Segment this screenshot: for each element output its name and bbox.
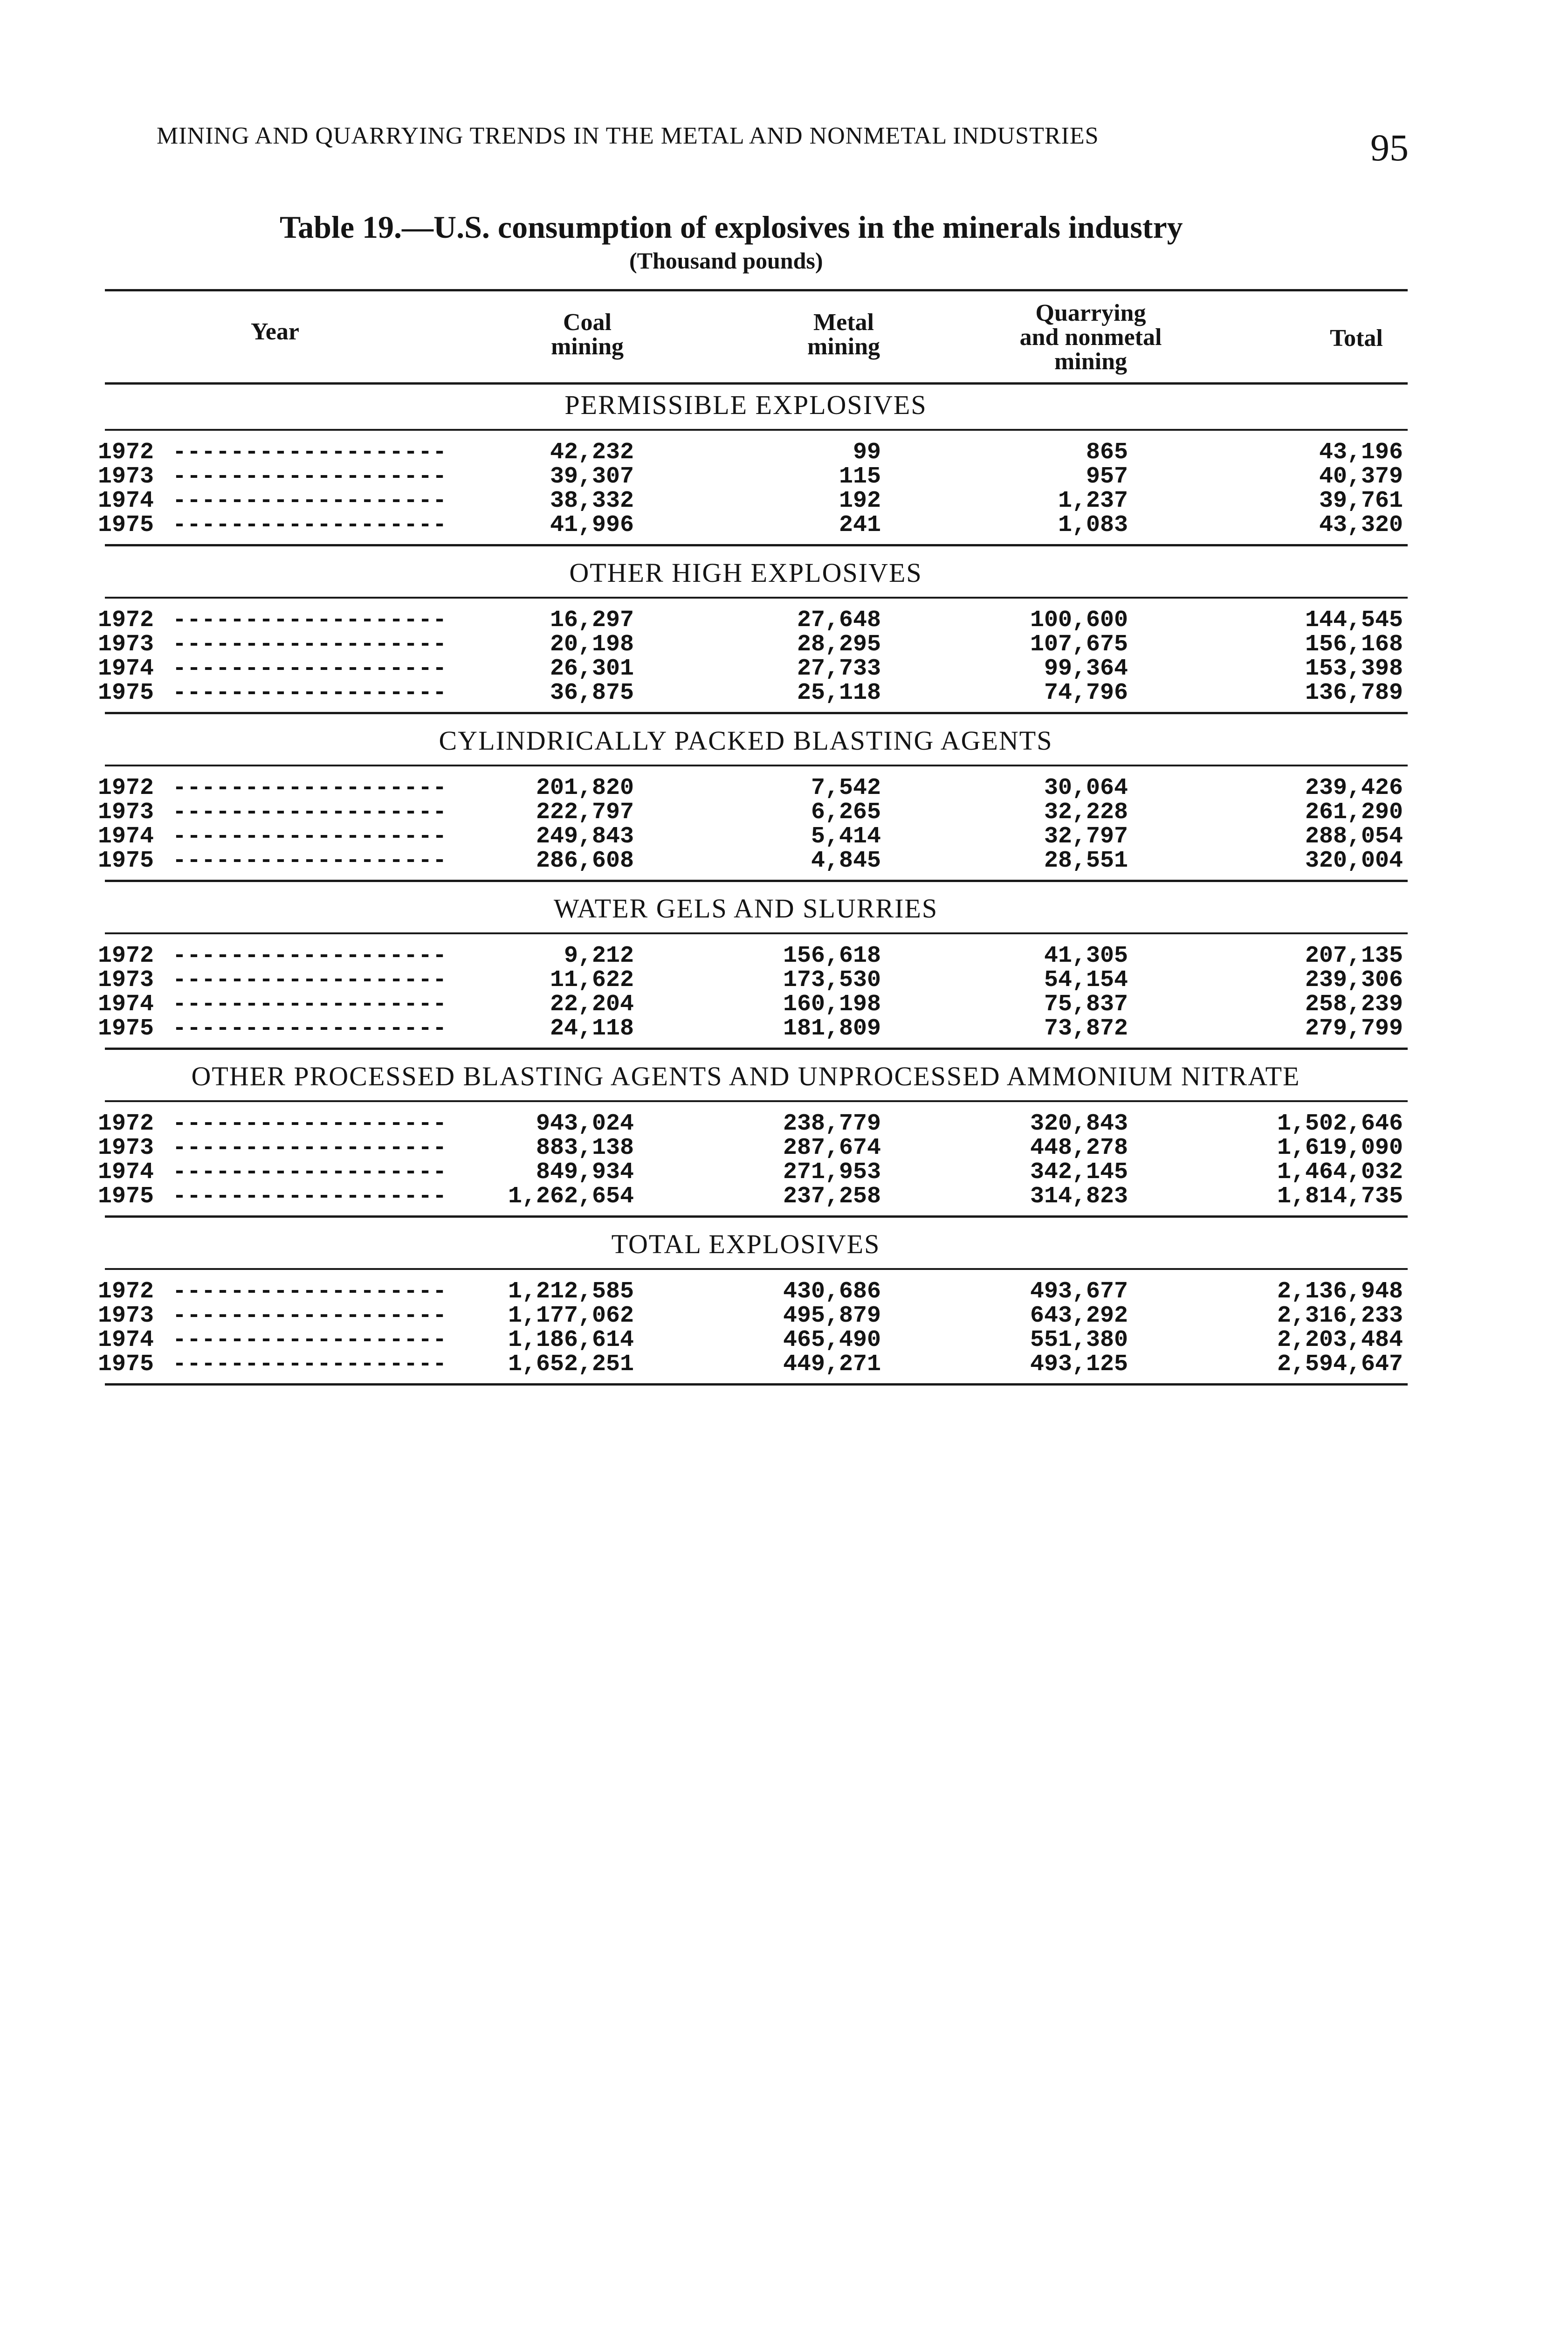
table-row — [0, 1136, 1568, 1160]
section-title: PERMISSIBLE EXPLOSIVES — [564, 390, 927, 420]
total-cell: 144,545 — [1305, 607, 1403, 634]
section-bottom-rule — [105, 1048, 1408, 1050]
table-row — [0, 1328, 1568, 1352]
dot-leader: ------------------- — [172, 993, 447, 1017]
metal-mining-cell: 181,809 — [783, 1015, 881, 1042]
coal-mining-cell: 1,177,062 — [508, 1303, 634, 1329]
year-cell: 1973 — [98, 631, 154, 658]
total-cell: 1,619,090 — [1277, 1135, 1403, 1161]
table-row — [0, 608, 1568, 633]
year-cell: 1972 — [98, 607, 154, 634]
dot-leader: ------------------- — [172, 776, 447, 800]
quarrying-nonmetal-cell: 493,677 — [1030, 1278, 1128, 1305]
column-header-coal-line2: mining — [550, 333, 624, 360]
year-cell: 1974 — [98, 1159, 154, 1186]
total-cell: 2,316,233 — [1277, 1303, 1403, 1329]
dot-leader: ------------------- — [172, 489, 447, 513]
quarrying-nonmetal-cell: 1,237 — [1058, 488, 1128, 514]
dot-leader: ------------------- — [172, 1304, 447, 1328]
column-header-metal — [741, 310, 946, 359]
dot-leader: ------------------- — [172, 441, 447, 465]
year-cell: 1972 — [98, 1110, 154, 1137]
year-cell: 1973 — [98, 463, 154, 490]
total-cell: 1,814,735 — [1277, 1183, 1403, 1210]
coal-mining-cell: 20,198 — [550, 631, 634, 658]
metal-mining-cell: 287,674 — [783, 1135, 881, 1161]
coal-mining-cell: 943,024 — [536, 1110, 634, 1137]
table-row — [0, 825, 1568, 849]
column-header-quarrying-line2: and nonmetal — [1019, 324, 1162, 351]
metal-mining-cell: 27,648 — [797, 607, 881, 634]
table-row — [0, 1017, 1568, 1041]
year-cell: 1972 — [98, 943, 154, 969]
table-row — [0, 1352, 1568, 1377]
table-row — [0, 441, 1568, 465]
table-row — [0, 1160, 1568, 1185]
coal-mining-cell: 36,875 — [550, 680, 634, 706]
table-row — [0, 465, 1568, 489]
column-header-metal-line2: mining — [807, 333, 880, 360]
column-header-total: Total — [1330, 325, 1383, 352]
table-row — [0, 657, 1568, 681]
metal-mining-cell: 237,258 — [783, 1183, 881, 1210]
coal-mining-cell: 201,820 — [536, 775, 634, 801]
year-cell: 1974 — [98, 991, 154, 1018]
quarrying-nonmetal-cell: 493,125 — [1030, 1351, 1128, 1378]
year-cell: 1973 — [98, 967, 154, 993]
table-row — [0, 993, 1568, 1017]
year-cell: 1974 — [98, 488, 154, 514]
quarrying-nonmetal-cell: 41,305 — [1044, 943, 1128, 969]
metal-mining-cell: 238,779 — [783, 1110, 881, 1137]
section-bottom-rule — [105, 880, 1408, 882]
metal-mining-cell: 4,845 — [811, 848, 881, 874]
quarrying-nonmetal-cell: 75,837 — [1044, 991, 1128, 1018]
section-title: OTHER HIGH EXPLOSIVES — [569, 558, 922, 588]
table-row — [0, 1185, 1568, 1209]
table-row — [0, 800, 1568, 825]
quarrying-nonmetal-cell: 643,292 — [1030, 1303, 1128, 1329]
dot-leader: ------------------- — [172, 800, 447, 825]
table-row — [0, 489, 1568, 513]
coal-mining-cell: 1,186,614 — [508, 1327, 634, 1353]
total-cell: 239,426 — [1305, 775, 1403, 801]
metal-mining-cell: 115 — [839, 463, 881, 490]
dot-leader: ------------------- — [172, 1017, 447, 1041]
total-cell: 1,464,032 — [1277, 1159, 1403, 1186]
quarrying-nonmetal-cell: 320,843 — [1030, 1110, 1128, 1137]
year-cell: 1973 — [98, 799, 154, 826]
section-divider-rule — [105, 429, 1408, 431]
column-header-quarrying — [970, 301, 1212, 374]
total-cell: 258,239 — [1305, 991, 1403, 1018]
table-row — [0, 1304, 1568, 1328]
year-cell: 1973 — [98, 1135, 154, 1161]
table-row — [0, 944, 1568, 968]
page-number: 95 — [1370, 126, 1409, 169]
year-cell: 1974 — [98, 823, 154, 850]
column-header-metal-line1: Metal — [813, 309, 874, 336]
table-row — [0, 633, 1568, 657]
dot-leader: ------------------- — [172, 608, 447, 633]
total-cell: 2,203,484 — [1277, 1327, 1403, 1353]
coal-mining-cell: 222,797 — [536, 799, 634, 826]
metal-mining-cell: 160,198 — [783, 991, 881, 1018]
table-unit: (Thousand pounds) — [629, 248, 823, 274]
section-bottom-rule — [105, 1383, 1408, 1386]
coal-mining-cell: 11,622 — [550, 967, 634, 993]
column-header-quarrying-line3: mining — [1054, 348, 1128, 375]
coal-mining-cell: 849,934 — [536, 1159, 634, 1186]
quarrying-nonmetal-cell: 342,145 — [1030, 1159, 1128, 1186]
section-bottom-rule — [105, 1215, 1408, 1218]
dot-leader: ------------------- — [172, 1328, 447, 1352]
total-cell: 261,290 — [1305, 799, 1403, 826]
dot-leader: ------------------- — [172, 1352, 447, 1377]
quarrying-nonmetal-cell: 314,823 — [1030, 1183, 1128, 1210]
dot-leader: ------------------- — [172, 1185, 447, 1209]
quarrying-nonmetal-cell: 32,228 — [1044, 799, 1128, 826]
dot-leader: ------------------- — [172, 681, 447, 705]
coal-mining-cell: 249,843 — [536, 823, 634, 850]
dot-leader: ------------------- — [172, 825, 447, 849]
section-divider-rule — [105, 765, 1408, 766]
header-bottom-rule — [105, 382, 1408, 385]
metal-mining-cell: 5,414 — [811, 823, 881, 850]
section-title: OTHER PROCESSED BLASTING AGENTS AND UNPROCESSED AMMONIUM NITRATE — [191, 1061, 1300, 1091]
section-divider-rule — [105, 932, 1408, 934]
metal-mining-cell: 430,686 — [783, 1278, 881, 1305]
total-cell: 239,306 — [1305, 967, 1403, 993]
table-row — [0, 776, 1568, 800]
total-cell: 40,379 — [1319, 463, 1403, 490]
coal-mining-cell: 22,204 — [550, 991, 634, 1018]
column-header-quarrying-line1: Quarrying — [1035, 300, 1146, 326]
metal-mining-cell: 241 — [839, 512, 881, 538]
coal-mining-cell: 16,297 — [550, 607, 634, 634]
total-cell: 156,168 — [1305, 631, 1403, 658]
total-cell: 2,136,948 — [1277, 1278, 1403, 1305]
total-cell: 288,054 — [1305, 823, 1403, 850]
metal-mining-cell: 173,530 — [783, 967, 881, 993]
section-bottom-rule — [105, 712, 1408, 714]
dot-leader: ------------------- — [172, 513, 447, 538]
table-top-rule — [105, 289, 1408, 291]
quarrying-nonmetal-cell: 73,872 — [1044, 1015, 1128, 1042]
metal-mining-cell: 495,879 — [783, 1303, 881, 1329]
coal-mining-cell: 39,307 — [550, 463, 634, 490]
quarrying-nonmetal-cell: 99,364 — [1044, 655, 1128, 682]
dot-leader: ------------------- — [172, 1160, 447, 1185]
column-header-year: Year — [251, 318, 299, 345]
section-divider-rule — [105, 1268, 1408, 1270]
section-title: TOTAL EXPLOSIVES — [611, 1229, 880, 1259]
table-row — [0, 513, 1568, 538]
year-cell: 1975 — [98, 512, 154, 538]
metal-mining-cell: 6,265 — [811, 799, 881, 826]
year-cell: 1975 — [98, 848, 154, 874]
metal-mining-cell: 99 — [853, 439, 881, 466]
metal-mining-cell: 28,295 — [797, 631, 881, 658]
metal-mining-cell: 156,618 — [783, 943, 881, 969]
table-row — [0, 1112, 1568, 1136]
dot-leader: ------------------- — [172, 1280, 447, 1304]
quarrying-nonmetal-cell: 100,600 — [1030, 607, 1128, 634]
table-row — [0, 849, 1568, 873]
year-cell: 1975 — [98, 1351, 154, 1378]
dot-leader: ------------------- — [172, 1112, 447, 1136]
coal-mining-cell: 9,212 — [564, 943, 634, 969]
total-cell: 320,004 — [1305, 848, 1403, 874]
coal-mining-cell: 1,652,251 — [508, 1351, 634, 1378]
total-cell: 136,789 — [1305, 680, 1403, 706]
total-cell: 1,502,646 — [1277, 1110, 1403, 1137]
quarrying-nonmetal-cell: 865 — [1086, 439, 1128, 466]
coal-mining-cell: 24,118 — [550, 1015, 634, 1042]
coal-mining-cell: 286,608 — [536, 848, 634, 874]
year-cell: 1974 — [98, 655, 154, 682]
year-cell: 1974 — [98, 1327, 154, 1353]
table-row — [0, 681, 1568, 705]
total-cell: 2,594,647 — [1277, 1351, 1403, 1378]
dot-leader: ------------------- — [172, 849, 447, 873]
total-cell: 153,398 — [1305, 655, 1403, 682]
quarrying-nonmetal-cell: 957 — [1086, 463, 1128, 490]
table-title: Table 19.—U.S. consumption of explosives in the minerals industry — [280, 209, 1183, 245]
year-cell: 1975 — [98, 1015, 154, 1042]
metal-mining-cell: 465,490 — [783, 1327, 881, 1353]
year-cell: 1975 — [98, 680, 154, 706]
section-divider-rule — [105, 1100, 1408, 1102]
column-header-coal-line1: Coal — [563, 309, 612, 336]
quarrying-nonmetal-cell: 32,797 — [1044, 823, 1128, 850]
coal-mining-cell: 38,332 — [550, 488, 634, 514]
metal-mining-cell: 192 — [839, 488, 881, 514]
metal-mining-cell: 449,271 — [783, 1351, 881, 1378]
quarrying-nonmetal-cell: 30,064 — [1044, 775, 1128, 801]
coal-mining-cell: 1,212,585 — [508, 1278, 634, 1305]
section-divider-rule — [105, 597, 1408, 599]
year-cell: 1972 — [98, 1278, 154, 1305]
dot-leader: ------------------- — [172, 633, 447, 657]
year-cell: 1975 — [98, 1183, 154, 1210]
dot-leader: ------------------- — [172, 657, 447, 681]
quarrying-nonmetal-cell: 107,675 — [1030, 631, 1128, 658]
metal-mining-cell: 27,733 — [797, 655, 881, 682]
quarrying-nonmetal-cell: 1,083 — [1058, 512, 1128, 538]
metal-mining-cell: 25,118 — [797, 680, 881, 706]
year-cell: 1972 — [98, 439, 154, 466]
coal-mining-cell: 883,138 — [536, 1135, 634, 1161]
quarrying-nonmetal-cell: 551,380 — [1030, 1327, 1128, 1353]
section-bottom-rule — [105, 544, 1408, 546]
coal-mining-cell: 26,301 — [550, 655, 634, 682]
total-cell: 43,320 — [1319, 512, 1403, 538]
total-cell: 279,799 — [1305, 1015, 1403, 1042]
total-cell: 43,196 — [1319, 439, 1403, 466]
total-cell: 39,761 — [1319, 488, 1403, 514]
coal-mining-cell: 41,996 — [550, 512, 634, 538]
section-title: CYLINDRICALLY PACKED BLASTING AGENTS — [439, 725, 1053, 756]
metal-mining-cell: 7,542 — [811, 775, 881, 801]
table-row — [0, 1280, 1568, 1304]
year-cell: 1972 — [98, 775, 154, 801]
dot-leader: ------------------- — [172, 944, 447, 968]
running-head: MINING AND QUARRYING TRENDS IN THE METAL AND NONMETAL INDUSTRIES — [157, 123, 1099, 149]
quarrying-nonmetal-cell: 54,154 — [1044, 967, 1128, 993]
dot-leader: ------------------- — [172, 465, 447, 489]
quarrying-nonmetal-cell: 28,551 — [1044, 848, 1128, 874]
dot-leader: ------------------- — [172, 968, 447, 993]
coal-mining-cell: 1,262,654 — [508, 1183, 634, 1210]
table-row — [0, 968, 1568, 993]
year-cell: 1973 — [98, 1303, 154, 1329]
dot-leader: ------------------- — [172, 1136, 447, 1160]
quarrying-nonmetal-cell: 74,796 — [1044, 680, 1128, 706]
quarrying-nonmetal-cell: 448,278 — [1030, 1135, 1128, 1161]
metal-mining-cell: 271,953 — [783, 1159, 881, 1186]
total-cell: 207,135 — [1305, 943, 1403, 969]
section-title: WATER GELS AND SLURRIES — [553, 893, 938, 924]
coal-mining-cell: 42,232 — [550, 439, 634, 466]
column-header-coal — [485, 310, 690, 359]
